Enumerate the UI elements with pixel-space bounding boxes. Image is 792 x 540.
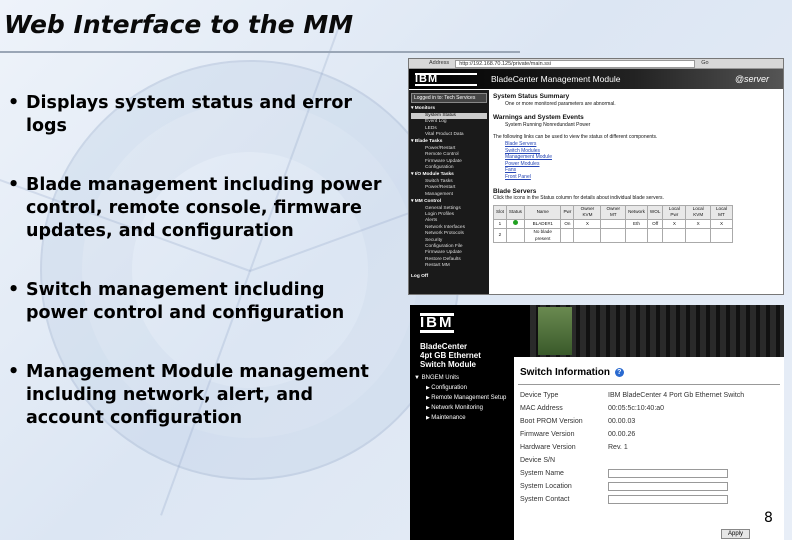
- table-row: [494, 228, 733, 242]
- text-input[interactable]: [608, 482, 728, 491]
- switch-info-title-text: Switch Information: [520, 367, 610, 378]
- table-cell: 1: [494, 219, 507, 228]
- nav-item[interactable]: Configuration File: [425, 243, 463, 249]
- table-header: Owner KVM: [574, 205, 601, 219]
- bullet-list: [6, 92, 391, 466]
- table-cell: [506, 219, 524, 228]
- nav-section[interactable]: ▾ Monitors: [411, 106, 435, 112]
- table-cell: Off: [647, 219, 662, 228]
- table-header: Local KVM: [686, 205, 711, 219]
- table-cell: X: [663, 219, 686, 228]
- switch-web-screenshot: [410, 305, 784, 540]
- nav-section[interactable]: ▾ MM Control: [411, 199, 442, 205]
- table-cell: X: [686, 219, 711, 228]
- ibm-logo: IBM: [420, 314, 454, 331]
- input-label: System Location: [520, 483, 572, 490]
- nav-item[interactable]: Event Log: [425, 119, 447, 125]
- switch-info-fields: [514, 389, 784, 467]
- info-value: 00:05:5c:10:40:a0: [608, 405, 665, 412]
- mm-app-title: BladeCenter Management Module: [491, 74, 621, 84]
- eserver-logo: @server: [734, 74, 769, 84]
- nav-item[interactable]: Login Profiles: [425, 211, 455, 217]
- url-field[interactable]: http://192.168.70.125/private/main.ssi: [455, 60, 695, 68]
- address-label: Address: [429, 60, 450, 66]
- nav-item[interactable]: Restore Defaults: [425, 256, 461, 262]
- switch-nav-menu: [414, 373, 514, 423]
- table-cell: [626, 228, 648, 242]
- table-header: Owner MT: [601, 205, 626, 219]
- info-label: Firmware Version: [520, 431, 575, 438]
- info-label: Boot PROM Version: [520, 418, 583, 425]
- menu-item-configuration[interactable]: ▶ Configuration: [414, 383, 514, 393]
- apply-button[interactable]: Apply: [721, 529, 750, 539]
- title-underline: [0, 51, 520, 53]
- menu-title[interactable]: ▼ BNGEM Units: [414, 375, 459, 381]
- blade-servers-title: Blade Servers: [493, 187, 537, 195]
- nav-item[interactable]: Security: [425, 237, 443, 243]
- go-button[interactable]: Go: [701, 60, 709, 66]
- nav-item[interactable]: Power/Restart: [425, 145, 456, 151]
- input-row: [514, 493, 784, 506]
- info-value: 00.00.26: [608, 431, 636, 438]
- table-cell: No blade present: [524, 228, 561, 242]
- mm-main-content: [493, 92, 781, 294]
- switch-info-title: [520, 367, 784, 378]
- product-line: BladeCenter: [420, 342, 468, 351]
- nav-item[interactable]: LEDs: [425, 125, 437, 131]
- table-cell: Eth: [626, 219, 648, 228]
- mm-banner: [409, 69, 783, 89]
- info-label: MAC Address: [520, 405, 563, 412]
- table-cell: [574, 228, 601, 242]
- blade-servers-intro: Click the icons in the Status column for details about individual blade servers.: [493, 195, 664, 202]
- bullet-item: • Blade management including power control, remote console, firmware updates, and configuration: [6, 174, 391, 243]
- table-cell: X: [710, 219, 732, 228]
- table-header: Pwr: [561, 205, 574, 219]
- table-cell: X: [574, 219, 601, 228]
- link-management-module[interactable]: Management Module: [505, 154, 552, 161]
- summary-line: One or more monitored parameters are abnormal.: [505, 100, 616, 107]
- info-row: [514, 428, 784, 441]
- link-power-modules[interactable]: Power Modules: [505, 160, 540, 167]
- bullet-item: • Management Module management including network, alert, and account configuration: [6, 361, 391, 430]
- table-header: Local Pwr: [663, 205, 686, 219]
- input-row: [514, 480, 784, 493]
- mm-web-screenshot: [408, 58, 784, 295]
- info-row: [514, 454, 784, 467]
- switch-input-fields: [514, 467, 784, 506]
- info-row: [514, 389, 784, 402]
- switch-product-name: [420, 342, 481, 369]
- nav-item[interactable]: General Settings: [425, 205, 461, 211]
- nav-item[interactable]: Network Protocols: [425, 231, 464, 237]
- logged-in-label: Logged in to: Tech Services: [411, 93, 487, 103]
- info-row: [514, 402, 784, 415]
- text-input[interactable]: [608, 495, 728, 504]
- table-cell: [561, 228, 574, 242]
- table-cell: [686, 228, 711, 242]
- nav-section[interactable]: ▾ Blade Tasks: [411, 139, 443, 145]
- info-value: IBM BladeCenter 4 Port Gb Ethernet Switch: [608, 392, 745, 399]
- nav-item[interactable]: Management: [425, 191, 453, 197]
- info-row: [514, 415, 784, 428]
- table-cell: BLADE#1: [524, 219, 561, 228]
- nav-item[interactable]: Restart MM: [425, 263, 450, 269]
- help-icon[interactable]: ?: [615, 368, 624, 377]
- input-label: System Contact: [520, 496, 570, 503]
- table-header: Network: [626, 205, 648, 219]
- nav-item[interactable]: Configuration: [425, 165, 454, 171]
- link-front-panel[interactable]: Front Panel: [505, 173, 531, 180]
- log-off-link[interactable]: Log Off: [411, 273, 429, 279]
- nav-item[interactable]: Firmware Update: [425, 250, 462, 256]
- browser-address-bar: [409, 59, 783, 69]
- links-intro: The following links can be used to view the status of different components.: [493, 134, 658, 141]
- nav-item[interactable]: Remote Control: [425, 152, 459, 158]
- nav-item[interactable]: Switch Tasks: [425, 178, 453, 184]
- info-row: [514, 441, 784, 454]
- product-line: 4pt GB Ethernet: [420, 351, 481, 360]
- blade-servers-table: [493, 205, 733, 243]
- mm-nav-list: [411, 106, 487, 269]
- nav-item[interactable]: Firmware Update: [425, 158, 462, 164]
- link-fans[interactable]: Fans: [505, 167, 517, 174]
- info-value: 00.00.03: [608, 418, 636, 425]
- switch-hardware-photo: [530, 305, 784, 357]
- table-cell: [710, 228, 732, 242]
- table-cell: [663, 228, 686, 242]
- switch-info-panel: [514, 357, 784, 540]
- nav-item[interactable]: Alerts: [425, 218, 438, 224]
- menu-item-maintenance[interactable]: ▶ Maintenance: [414, 413, 514, 423]
- warnings-title: Warnings and System Events: [493, 114, 584, 122]
- status-ok-icon[interactable]: [513, 220, 518, 225]
- slide-title: Web Interface to the MM: [4, 10, 354, 39]
- page-number: 8: [764, 510, 773, 526]
- table-header: Status: [506, 205, 524, 219]
- info-label: Hardware Version: [520, 444, 576, 451]
- info-label: Device Type: [520, 392, 559, 399]
- table-header: Name: [524, 205, 561, 219]
- input-label: System Name: [520, 470, 564, 477]
- menu-item-remote-management[interactable]: ▶ Remote Management Setup: [414, 393, 514, 403]
- bullet-item: • Displays system status and error logs: [6, 92, 391, 138]
- info-label: Device S/N: [520, 457, 556, 464]
- nav-item[interactable]: Power/Restart: [425, 185, 456, 191]
- table-cell: [506, 228, 524, 242]
- nav-item[interactable]: System Status: [411, 113, 487, 119]
- table-cell: [601, 228, 626, 242]
- link-blade-servers[interactable]: Blade Servers: [505, 140, 537, 147]
- table-cell: [647, 228, 662, 242]
- table-header: Local MT: [710, 205, 732, 219]
- table-cell: [601, 219, 626, 228]
- nav-section[interactable]: ▾ I/O Module Tasks: [411, 172, 454, 178]
- warnings-line: System Running Nonredundant Power: [505, 121, 591, 128]
- product-line: Switch Module: [420, 360, 476, 369]
- table-header: WOL: [647, 205, 662, 219]
- input-row: [514, 467, 784, 480]
- nav-item[interactable]: Network Interfaces: [425, 224, 465, 230]
- summary-title: System Status Summary: [493, 93, 570, 100]
- link-switch-modules[interactable]: Switch Modules: [505, 147, 541, 154]
- info-value: Rev. 1: [608, 444, 628, 451]
- text-input[interactable]: [608, 469, 728, 478]
- ibm-logo: IBM: [415, 73, 477, 86]
- table-cell: On: [561, 219, 574, 228]
- bullet-item: • Switch management including power control and configuration: [6, 279, 391, 325]
- mm-nav-panel: [409, 90, 489, 294]
- table-cell: 2: [494, 228, 507, 242]
- table-row: [494, 219, 733, 228]
- menu-item-network-monitoring[interactable]: ▶ Network Monitoring: [414, 403, 514, 413]
- nav-item[interactable]: Vital Product Data: [425, 132, 464, 138]
- table-header: Slot: [494, 205, 507, 219]
